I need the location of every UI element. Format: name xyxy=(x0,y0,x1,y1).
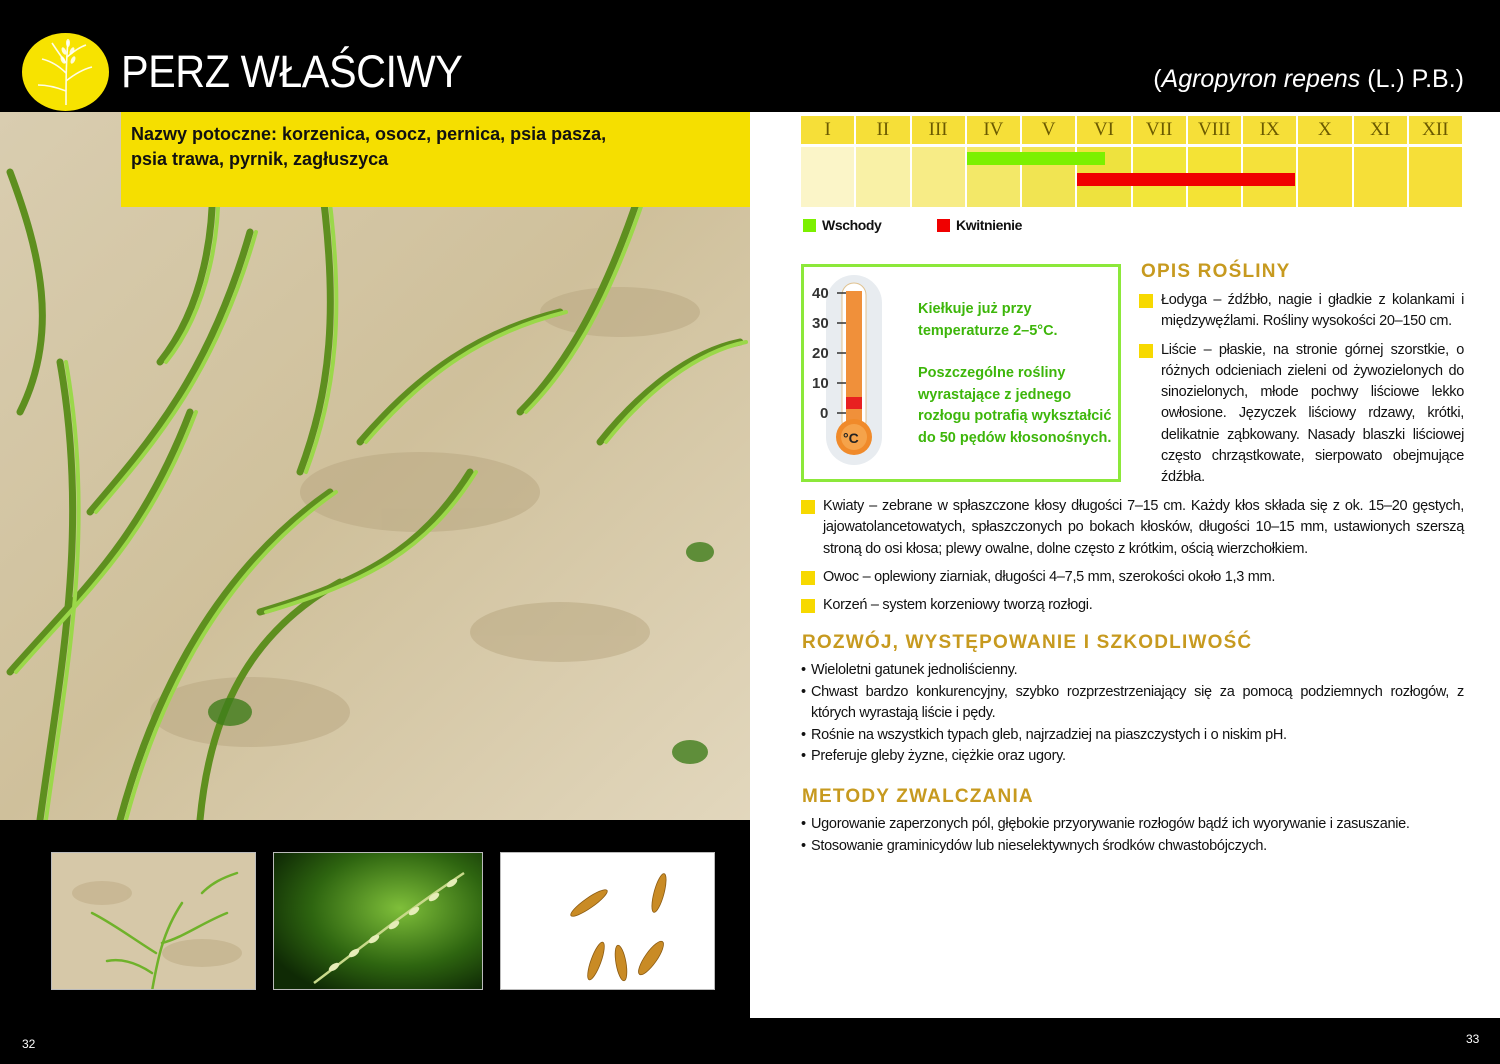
latin-name: (Agropyron repens (L.) P.B.) xyxy=(1153,65,1464,93)
thermo-tick-10: 10 xyxy=(812,375,829,392)
month-cell xyxy=(1298,147,1353,207)
emergence-bar xyxy=(967,152,1105,165)
common-names-box xyxy=(121,112,750,207)
calendar-grid xyxy=(801,147,1464,207)
section-title-rozwoj: ROZWÓJ, WYSTĘPOWANIE I SZKODLIWOŚĆ xyxy=(802,632,1253,653)
metody-list xyxy=(801,814,1464,857)
main-photo-grass xyxy=(0,112,750,820)
opis-item-stem: Łodyga – źdźbło, nagie i gładkie z kolankami i międzywęźlami. Rośliny wysokości 20–150 cm. xyxy=(1139,290,1464,333)
month-header: XI xyxy=(1354,116,1409,144)
page-title: PERZ WŁAŚCIWY xyxy=(121,46,463,97)
phenology-calendar xyxy=(801,116,1464,207)
legend-flowering: Kwitnienie xyxy=(937,217,1022,233)
opis-list-wide xyxy=(801,496,1464,616)
month-header: II xyxy=(856,116,911,144)
thumbnail-ear-photo xyxy=(273,852,483,990)
thumbnail-seedling-photo xyxy=(51,852,256,990)
month-header: X xyxy=(1298,116,1353,144)
temperature-text xyxy=(918,299,1118,449)
common-names-line-2: psia trawa, pyrnik, zagłuszyca xyxy=(131,149,389,169)
thumbnail-seeds-photo xyxy=(500,852,715,990)
thermo-tick-30: 30 xyxy=(812,315,829,332)
thermo-unit: °C xyxy=(843,430,859,446)
temperature-box xyxy=(801,264,1121,482)
month-cell xyxy=(1409,147,1464,207)
month-header: VIII xyxy=(1188,116,1243,144)
opis-item-root: Korzeń – system korzeniowy tworzą rozłogi. xyxy=(801,595,1464,616)
legend-emergence: Wschody xyxy=(803,217,881,233)
month-header: IX xyxy=(1243,116,1298,144)
section-title-opis: OPIS ROŚLINY xyxy=(1141,261,1291,282)
flowering-bar xyxy=(1077,173,1295,186)
thermo-tick-40: 40 xyxy=(812,285,829,302)
right-page xyxy=(750,112,1500,1018)
page-number-right: 33 xyxy=(1466,1032,1480,1046)
metody-item-1: • Ugorowanie zaperzonych pól, głębokie przyorywanie rozłogów bądź ich wyorywanie i zasuszanie. xyxy=(801,814,1464,836)
latin-genus: Agropyron repens xyxy=(1161,65,1361,93)
rozwoj-list xyxy=(801,660,1464,768)
month-cell xyxy=(912,147,967,207)
month-header: V xyxy=(1022,116,1077,144)
opis-item-leaves: Liście – płaskie, na stronie górnej szorstkie, o różnych odcieniach zieleni od żywozielonych do sinozielonych, młode pochwy liściowe lekko owłosione. Języczek liściowy rdzawy, krótki, delikatnie ząbkowany. Nasady blaszki liściowej często chrząstkowate, sierpowato obejmujące źdźbła. xyxy=(1139,340,1464,489)
opis-list xyxy=(1139,290,1464,489)
opis-item-flowers: Kwiaty – zebrane w spłaszczone kłosy długości 7–15 cm. Każdy kłos składa się z ok. 15–20 gęstych, jajowatolancetowatych, spłaszczonych po bokach kłosków, długości 10–15 mm, ustawionych szerszą stroną do osi kłosa; plewy owalne, dolne często z krótkim, ością wierzchołkiem. xyxy=(801,496,1464,560)
header xyxy=(0,0,1500,112)
thermo-tick-20: 20 xyxy=(812,345,829,362)
month-cell xyxy=(856,147,911,207)
opis-item-fruit: Owoc – oplewiony ziarniak, długości 4–7,5 mm, szerokości około 1,3 mm. xyxy=(801,567,1464,588)
thermo-tick-0: 0 xyxy=(820,405,829,422)
legend-emergence-swatch xyxy=(803,219,816,232)
shoots-info: Poszczególne rośliny wyrastające z jednego rozłogu potrafią wykształcić do 50 pędów kłosonośnych. xyxy=(918,365,1112,446)
rozwoj-item-4: • Preferuje gleby żyzne, ciężkie oraz ugory. xyxy=(801,746,1464,768)
left-page xyxy=(0,112,750,1064)
page-number-left: 32 xyxy=(22,1037,36,1051)
month-cell xyxy=(1354,147,1409,207)
calendar-months xyxy=(801,116,1464,144)
month-header: XII xyxy=(1409,116,1464,144)
common-names-label: Nazwy potoczne: xyxy=(131,124,278,144)
germination-temperature: Kiełkuje już przy temperaturze 2–5°C. xyxy=(918,301,1058,339)
thermometer-icon xyxy=(804,267,914,479)
section-title-metody: METODY ZWALCZANIA xyxy=(802,786,1034,807)
grass-logo-icon xyxy=(22,33,109,111)
rozwoj-item-3: • Rośnie na wszystkich typach gleb, najrzadziej na piaszczystych i o niskim pH. xyxy=(801,725,1464,747)
month-cell xyxy=(801,147,856,207)
metody-item-2: • Stosowanie graminicydów lub nieselektywnych środków chwastobójczych. xyxy=(801,836,1464,858)
month-header: IV xyxy=(967,116,1022,144)
common-names-line-1: Nazwy potoczne: korzenica, osocz, pernica, psia pasza, xyxy=(131,124,607,144)
legend-flowering-swatch xyxy=(937,219,950,232)
month-header: I xyxy=(801,116,856,144)
month-header: VI xyxy=(1077,116,1132,144)
rozwoj-item-2: • Chwast bardzo konkurencyjny, szybko rozprzestrzeniający się za pomocą podziemnych rozłogów, z których wyrastają liście i pędy. xyxy=(801,682,1464,725)
rozwoj-item-1: • Wieloletni gatunek jednoliścienny. xyxy=(801,660,1464,682)
month-header: VII xyxy=(1133,116,1188,144)
month-header: III xyxy=(912,116,967,144)
